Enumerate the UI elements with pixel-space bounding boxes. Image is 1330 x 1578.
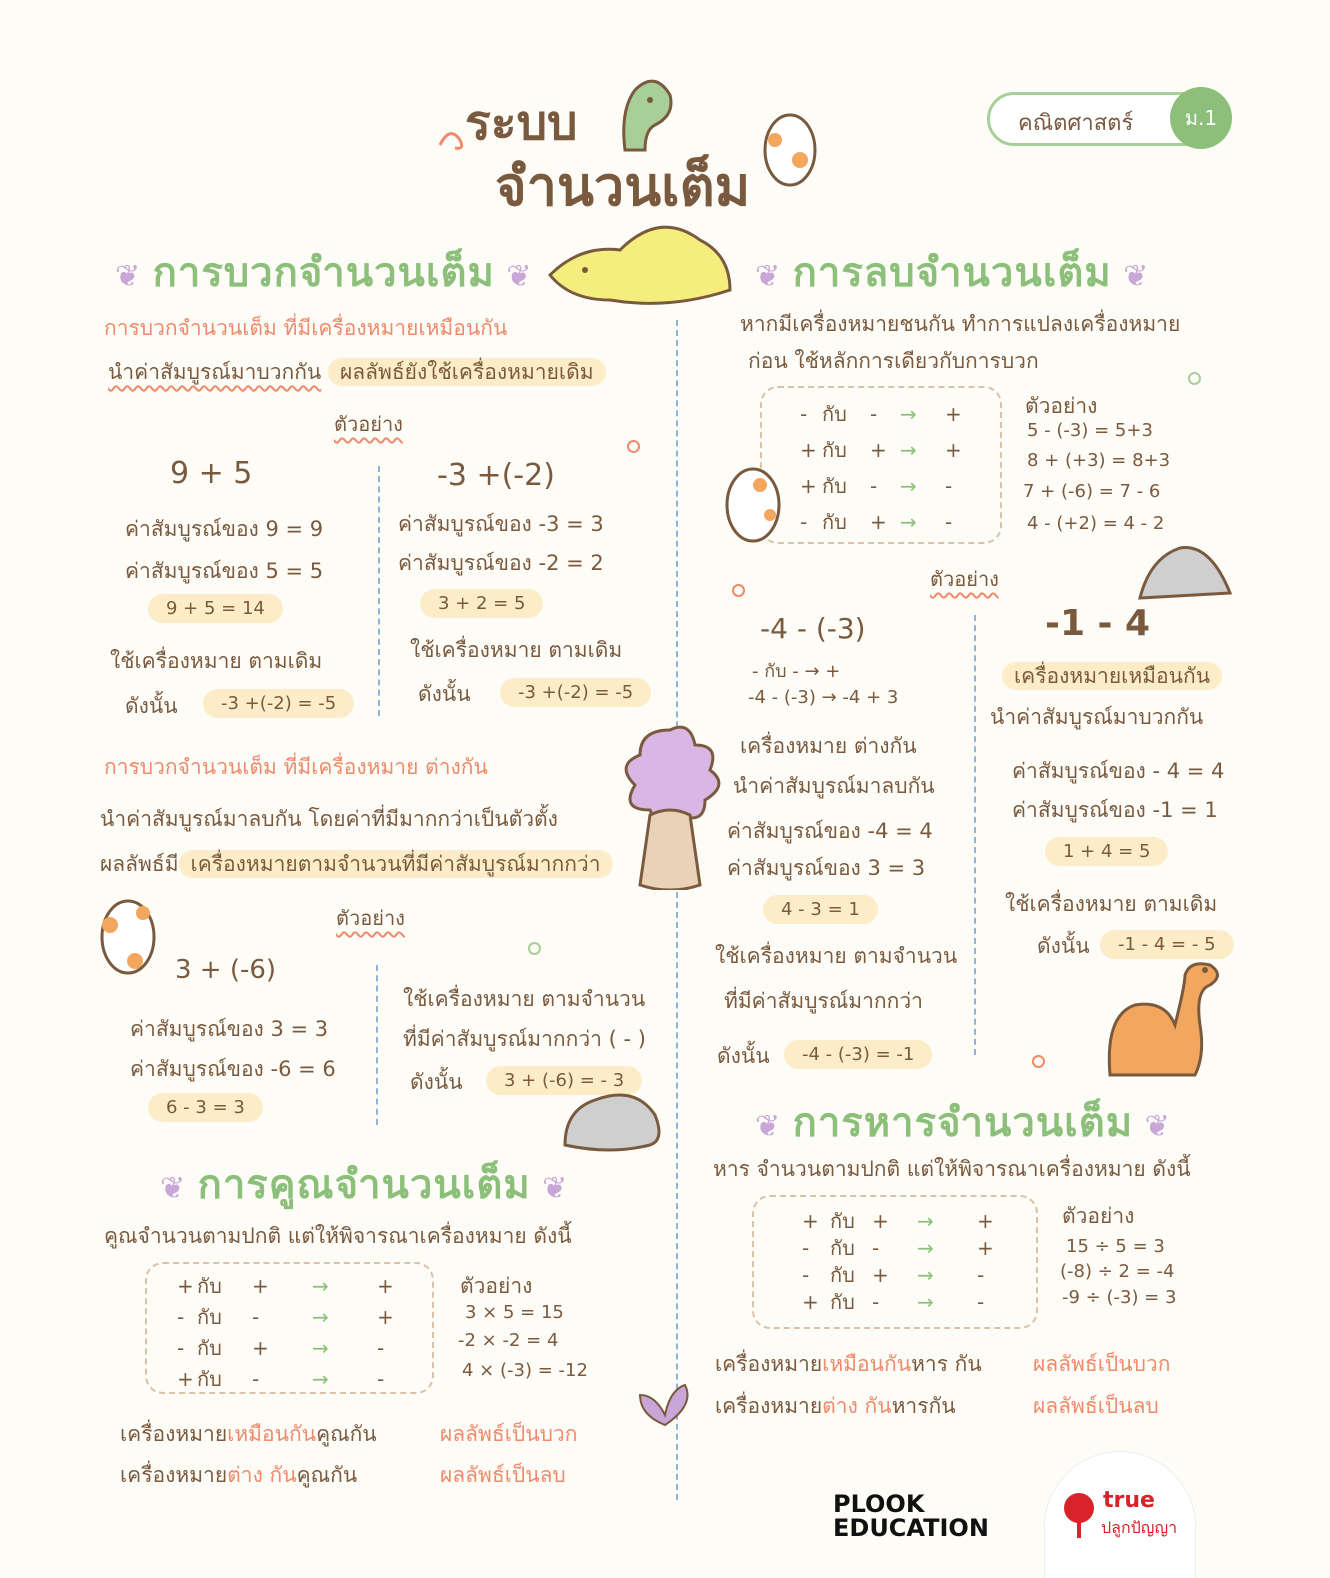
multiplication-sign-row: + กับ + → +	[177, 1273, 394, 1298]
subtraction-example-label: ตัวอย่าง	[1025, 394, 1098, 418]
arrow-icon: →	[312, 1273, 329, 1298]
subtraction-ex2-sign-same: เครื่องหมายเหมือนกัน	[1002, 660, 1222, 693]
column-divider	[676, 320, 678, 1500]
addition-ex3-abs2: ค่าสัมบูรณ์ของ -6 = 6	[130, 1057, 336, 1081]
subtraction-example-2: 8 + (+3) = 8+3	[1027, 450, 1171, 471]
arrow-icon: →	[900, 438, 917, 462]
leaf-sprout-icon	[635, 1380, 695, 1430]
decor-dot	[732, 584, 745, 597]
addition-ex3-answer: 3 + (-6) = - 3	[486, 1066, 642, 1095]
palm-tree-icon	[615, 720, 725, 890]
subtraction-ex1-therefore: ดังนั้น	[717, 1044, 770, 1068]
page-title-line1: ระบบ	[465, 95, 578, 151]
subtraction-rule-1: หากมีเครื่องหมายชนกัน ทำการแปลงเครื่องหมาย	[740, 312, 1181, 336]
subtraction-ex1-sign1: ใช้เครื่องหมาย ตามจำนวน	[715, 944, 958, 968]
addition-ex3-therefore: ดังนั้น	[410, 1070, 463, 1094]
division-sign-row: - กับ + → -	[802, 1262, 985, 1287]
division-sign-rows	[802, 1207, 994, 1315]
division-summary-diff: เครื่องหมายต่าง กันหารกัน	[715, 1394, 956, 1418]
division-summary-diff-result: ผลลัพธ์เป็นลบ	[1033, 1394, 1159, 1418]
true-plookpanya-logo: true ปลูกปัญญา	[1045, 1452, 1195, 1578]
subtraction-ex1-answer: -4 - (-3) = -1	[784, 1040, 932, 1069]
division-sign-row: + กับ - → -	[802, 1289, 985, 1314]
subtraction-conversion-row: + กับ + → +	[800, 438, 962, 462]
subtraction-ex1-abs1: ค่าสัมบูรณ์ของ -4 = 4	[727, 819, 933, 843]
subtraction-ex2-therefore: ดังนั้น	[1037, 934, 1090, 958]
subtraction-ex2-sum: 1 + 4 = 5	[1045, 837, 1168, 866]
multiplication-example-3: 4 × (-3) = -12	[462, 1360, 588, 1381]
addition-ex1-expression: 9 + 5	[170, 456, 253, 491]
subtraction-title: ❦ การลบจำนวนเต็ม ❦	[755, 250, 1150, 296]
subtraction-ex1-rule: นำค่าสัมบูรณ์มาลบกัน	[733, 774, 935, 798]
decor-dot	[1188, 372, 1201, 385]
addition-ex2-abs2: ค่าสัมบูรณ์ของ -2 = 2	[398, 551, 604, 575]
addition-ex2-answer: -3 +(-2) = -5	[500, 678, 651, 707]
page-title-line2: จำนวนเต็ม	[495, 155, 751, 218]
multiplication-example-label: ตัวอย่าง	[460, 1274, 533, 1298]
multiplication-example-2: -2 × -2 = 4	[458, 1330, 559, 1351]
dinosaur-head-icon	[610, 75, 680, 155]
addition-diff-sign-rule2-b: เครื่องหมายตามจำนวนที่มีค่าสัมบูรณ์มากกว่า	[179, 850, 613, 878]
arrow-icon: →	[900, 402, 917, 426]
grade-badge: ม.1	[1170, 87, 1232, 149]
subtraction-example-1: 5 - (-3) = 5+3	[1027, 420, 1153, 441]
subtraction-conversion-row: + กับ - → -	[800, 474, 953, 498]
multiplication-summary-same: เครื่องหมายเหมือนกันคูณกัน	[120, 1422, 377, 1446]
plook-education-logo: PLOOK EDUCATION	[833, 1490, 989, 1542]
subtraction-conversion-row: - กับ - → +	[800, 402, 962, 426]
addition-ex3-diff: 6 - 3 = 3	[148, 1093, 263, 1122]
subtraction-ex1-sign-diff: เครื่องหมาย ต่างกัน	[740, 734, 917, 758]
title-decoration-swirl	[430, 115, 470, 155]
subtraction-ex2-answer: -1 - 4 = - 5	[1100, 930, 1234, 959]
arrow-icon: →	[312, 1304, 329, 1329]
division-sign-row: + กับ + → +	[802, 1208, 994, 1233]
subtraction-example-3: 7 + (-6) = 7 - 6	[1023, 481, 1161, 502]
division-sign-table	[752, 1195, 1038, 1329]
addition-ex1-answer: -3 +(-2) = -5	[203, 689, 354, 718]
arrow-icon: →	[917, 1208, 934, 1233]
multiplication-sign-table	[145, 1262, 434, 1394]
division-example-1: 15 ÷ 5 = 3	[1066, 1236, 1165, 1257]
egg-icon	[755, 105, 825, 195]
addition-example-label: ตัวอย่าง	[334, 412, 403, 436]
division-summary-same-result: ผลลัพธ์เป็นบวก	[1033, 1352, 1171, 1376]
tree-icon	[1059, 1490, 1099, 1540]
multiplication-summary-diff-result: ผลลัพธ์เป็นลบ	[440, 1463, 566, 1487]
long-neck-dinosaur-icon	[1100, 955, 1225, 1085]
addition-ex2-therefore: ดังนั้น	[418, 682, 471, 706]
subject-label: คณิตศาสตร์	[1018, 111, 1134, 136]
addition-ex3-sign1: ใช้เครื่องหมาย ตามจำนวน	[403, 987, 646, 1011]
arrow-icon: →	[900, 510, 917, 534]
subtraction-ex2-abs2: ค่าสัมบูรณ์ของ -1 = 1	[1012, 798, 1218, 822]
egg-icon-left	[95, 895, 165, 985]
addition-example-divider-2	[376, 965, 378, 1125]
division-example-label: ตัวอย่าง	[1062, 1204, 1135, 1228]
multiplication-summary-diff: เครื่องหมายต่าง กันคูณกัน	[120, 1463, 358, 1487]
addition-ex2-abs1: ค่าสัมบูรณ์ของ -3 = 3	[398, 512, 604, 536]
addition-ex3-expression: 3 + (-6)	[175, 955, 277, 985]
addition-ex3-abs1: ค่าสัมบูรณ์ของ 3 = 3	[130, 1017, 329, 1041]
addition-title: ❦ การบวกจำนวนเต็ม ❦	[115, 250, 533, 296]
addition-same-sign-rule-b: ผลลัพธ์ยังใช้เครื่องหมายเดิม	[328, 358, 606, 386]
subtraction-conversion-table	[760, 386, 1002, 544]
arrow-icon: →	[917, 1289, 934, 1314]
subtraction-example-divider	[974, 615, 976, 1055]
division-example-3: -9 ÷ (-3) = 3	[1062, 1287, 1177, 1308]
addition-ex2-sum: 3 + 2 = 5	[420, 589, 543, 618]
subtraction-example-4: 4 - (+2) = 4 - 2	[1027, 513, 1165, 534]
addition-ex1-sign: ใช้เครื่องหมาย ตามเดิม	[110, 649, 323, 673]
multiplication-sign-row: + กับ - → -	[177, 1366, 385, 1391]
addition-ex1-therefore: ดังนั้น	[125, 694, 178, 718]
addition-ex1-abs2: ค่าสัมบูรณ์ของ 5 = 5	[125, 559, 324, 583]
division-sign-row: - กับ - → +	[802, 1235, 994, 1260]
subtraction-ex1-expression: -4 - (-3)	[760, 612, 866, 645]
subtraction-conversion-rows	[800, 396, 962, 540]
addition-example-label-2: ตัวอย่าง	[336, 906, 405, 930]
addition-example-divider	[378, 466, 380, 716]
multiplication-example-1: 3 × 5 = 15	[465, 1302, 564, 1323]
addition-same-sign-heading: การบวกจำนวนเต็ม ที่มีเครื่องหมายเหมือนกัน	[104, 316, 508, 340]
addition-ex1-sum: 9 + 5 = 14	[148, 594, 283, 623]
decor-dot	[627, 440, 640, 453]
subtraction-ex1-diff: 4 - 3 = 1	[763, 895, 878, 924]
addition-ex2-sign: ใช้เครื่องหมาย ตามเดิม	[410, 638, 623, 662]
decor-dot	[1032, 1055, 1045, 1068]
subtraction-ex2-rule: นำค่าสัมบูรณ์มาบวกกัน	[990, 705, 1204, 729]
title-block	[420, 85, 840, 225]
division-title: ❦ การหารจำนวนเต็ม ❦	[755, 1100, 1171, 1146]
multiplication-summary-same-result: ผลลัพธ์เป็นบวก	[440, 1422, 578, 1446]
subtraction-ex2-expression: -1 - 4	[1045, 603, 1151, 644]
division-example-2: (-8) ÷ 2 = -4	[1060, 1261, 1175, 1282]
triceratops-icon	[530, 220, 750, 330]
arrow-icon: →	[917, 1262, 934, 1287]
subtraction-ex2-sign: ใช้เครื่องหมาย ตามเดิม	[1005, 892, 1218, 916]
subtraction-ex1-abs2: ค่าสัมบูรณ์ของ 3 = 3	[727, 856, 926, 880]
addition-diff-sign-rule2	[100, 848, 613, 881]
subtraction-ex1-conversion: - กับ - → +	[752, 661, 841, 682]
rock-icon-right	[1135, 540, 1235, 605]
multiplication-rule: คูณจำนวนตามปกติ แต่ให้พิจารณาเครื่องหมาย ดังนี้	[104, 1224, 572, 1248]
subtraction-ex1-rewrite: -4 - (-3) → -4 + 3	[748, 687, 899, 708]
division-summary-same: เครื่องหมายเหมือนกันหาร กัน	[715, 1352, 982, 1376]
subtraction-conversion-row: - กับ + → -	[800, 510, 953, 534]
subtraction-ex2-abs1: ค่าสัมบูรณ์ของ - 4 = 4	[1012, 759, 1225, 783]
egg-icon-right	[720, 460, 790, 550]
addition-diff-sign-rule1: นำค่าสัมบูรณ์มาลบกัน โดยค่าที่มีมากกว่าเป็นตัวตั้ง	[100, 807, 558, 831]
addition-ex2-expression: -3 +(-2)	[437, 458, 555, 493]
addition-same-sign-rule	[108, 356, 606, 389]
division-rule: หาร จำนวนตามปกติ แต่ให้พิจารณาเครื่องหมาย ดังนี้	[713, 1157, 1191, 1181]
subtraction-ex1-sign2: ที่มีค่าสัมบูรณ์มากกว่า	[724, 989, 923, 1013]
arrow-icon: →	[917, 1235, 934, 1260]
subtraction-example-label-2: ตัวอย่าง	[930, 567, 999, 591]
arrow-icon: →	[312, 1335, 329, 1360]
multiplication-title: ❦ การคูณจำนวนเต็ม ❦	[160, 1162, 569, 1208]
multiplication-sign-row: - กับ + → -	[177, 1335, 385, 1360]
rock-icon	[560, 1090, 665, 1155]
multiplication-sign-row: - กับ - → +	[177, 1304, 394, 1329]
arrow-icon: →	[900, 474, 917, 498]
decor-dot	[528, 942, 541, 955]
addition-ex3-sign2: ที่มีค่าสัมบูรณ์มากกว่า ( - )	[403, 1027, 646, 1051]
multiplication-sign-rows	[177, 1270, 394, 1394]
arrow-icon: →	[312, 1366, 329, 1391]
addition-same-sign-rule-a: นำค่าสัมบูรณ์มาบวกกัน	[108, 360, 322, 384]
subtraction-rule-2: ก่อน ใช้หลักการเดียวกับการบวก	[748, 349, 1039, 373]
addition-diff-sign-rule2-a: ผลลัพธ์มี	[100, 852, 179, 876]
addition-diff-sign-heading: การบวกจำนวนเต็ม ที่มีเครื่องหมาย ต่างกัน	[104, 755, 488, 779]
addition-ex1-abs1: ค่าสัมบูรณ์ของ 9 = 9	[125, 517, 324, 541]
